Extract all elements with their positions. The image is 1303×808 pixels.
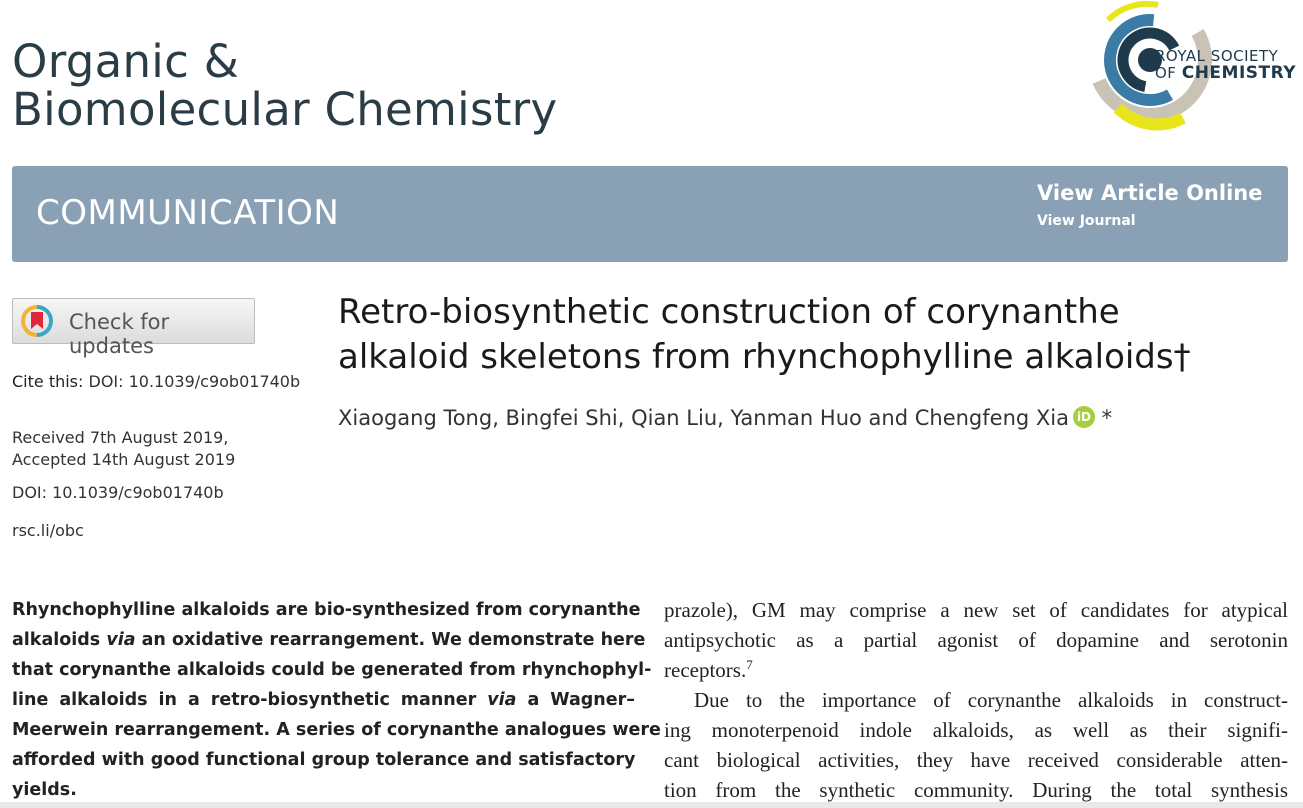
article-title	[338, 290, 1298, 380]
authors-text: Xiaogang Tong, Bingfei Shi, Qian Liu, Yanman Huo and Chengfeng Xia	[338, 406, 1069, 430]
journal-title-line2: Biomolecular Chemistry	[12, 83, 558, 136]
article-type: COMMUNICATION	[36, 193, 340, 233]
article-title-line1: Retro-biosynthetic construction of corynanthe	[338, 292, 1120, 332]
publisher-line1: ROYAL SOCIETY	[1155, 47, 1279, 65]
abstract-line: yields.	[12, 780, 77, 800]
article-banner	[12, 166, 1288, 262]
body-line: prazole), GM may comprise a new set of candidates for atypical	[664, 598, 1288, 622]
cite-label: Cite this:	[12, 372, 84, 391]
cite-this	[12, 371, 300, 393]
journal-url[interactable]: rsc.li/obc	[12, 521, 84, 540]
corresponding-author-mark: *	[1101, 406, 1113, 430]
cite-doi[interactable]: DOI: 10.1039/c9ob01740b	[88, 372, 301, 391]
view-article-online-link[interactable]: View Article Online	[1037, 181, 1263, 205]
body-line: receptors.	[664, 658, 747, 682]
abstract-line: line alkaloids in a retro-biosynthetic manner via a Wagner–	[12, 690, 635, 710]
view-journal-link[interactable]: View Journal	[1037, 213, 1136, 229]
author-list	[338, 406, 1112, 430]
reference-7[interactable]: 7	[746, 657, 753, 672]
body-line-with-ref	[664, 655, 1288, 685]
crossmark-icon	[21, 305, 53, 337]
received-date: Received 7th August 2019,	[12, 428, 229, 447]
body-line: tion from the synthetic community. During the total synthesis	[664, 778, 1288, 802]
abstract-line: that corynanthe alkaloids could be generated from rhynchophyl-	[12, 660, 652, 680]
journal-title	[12, 35, 558, 136]
title-footnote-mark[interactable]: †	[1173, 337, 1191, 377]
abstract-line: Meerwein rearrangement. A series of corynanthe analogues were	[12, 720, 661, 740]
abstract-line: alkaloids via an oxidative rearrangement. We demonstrate here	[12, 630, 646, 650]
body-line: cant biological activities, they have received considerable atten-	[664, 748, 1288, 772]
body-line: antipsychotic as a partial agonist of dopamine and serotonin	[664, 628, 1288, 652]
page-bottom-edge	[0, 802, 1303, 808]
check-for-updates-button[interactable]	[12, 298, 255, 358]
orcid-icon[interactable]: iD	[1073, 406, 1095, 428]
body-line: ing monoterpenoid indole alkaloids, as well as their signifi-	[664, 718, 1288, 742]
abstract-line: afforded with good functional group tolerance and satisfactory	[12, 750, 636, 770]
doi[interactable]: DOI: 10.1039/c9ob01740b	[12, 483, 224, 502]
journal-title-line1: Organic &	[12, 35, 240, 88]
body-text	[664, 595, 1288, 805]
publisher-line2-prefix: OF	[1155, 64, 1177, 82]
publisher-wordmark	[1155, 48, 1296, 82]
accepted-date: Accepted 14th August 2019	[12, 450, 236, 469]
abstract	[12, 595, 661, 805]
check-for-updates-label: Check for updates	[69, 310, 170, 358]
abstract-line: Rhynchophylline alkaloids are bio-synthesized from corynanthe	[12, 600, 641, 620]
body-line: Due to the importance of corynanthe alkaloids in construct-	[694, 688, 1288, 712]
article-title-line2: alkaloid skeletons from rhynchophylline alkaloids	[338, 337, 1174, 377]
publisher-line2-bold: CHEMISTRY	[1181, 63, 1297, 83]
